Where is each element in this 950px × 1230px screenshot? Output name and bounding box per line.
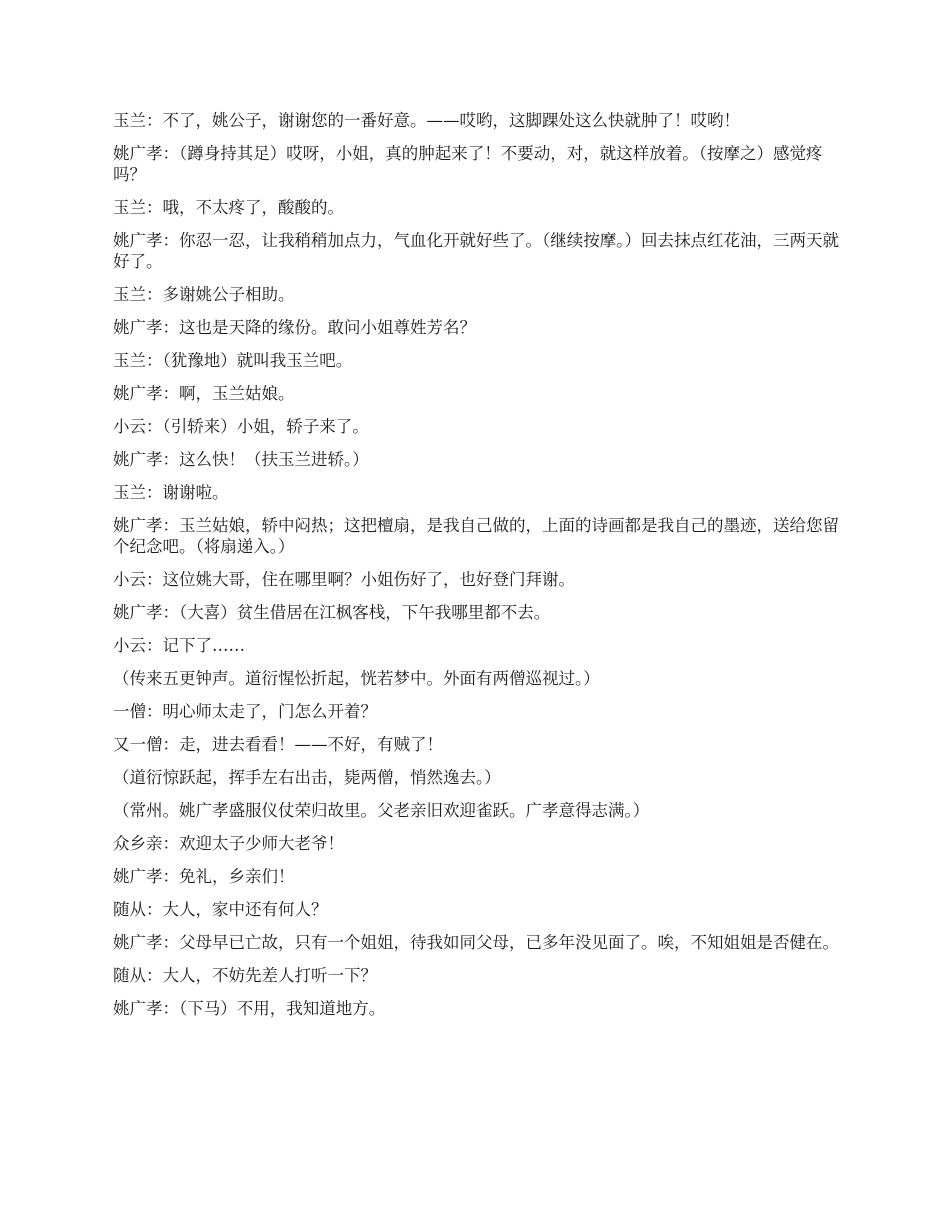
- dialogue-line: 众乡亲：欢迎太子少师大老爷！: [113, 834, 344, 853]
- dialogue-line: 姚广孝：父母早已亡故，只有一个姐姐，待我如同父母，已多年没见面了。唉，不知姐姐是否健在。: [113, 933, 839, 952]
- stage-direction: （道衍惊跃起，挥手左右出击，毙两僧，悄然逸去。）: [113, 768, 501, 787]
- dialogue-line: 姚广孝：啊，玉兰姑娘。: [113, 384, 295, 403]
- stage-direction: （常州。姚广孝盛服仪仗荣归故里。父老亲旧欢迎雀跃。广孝意得志满。）: [113, 801, 650, 820]
- dialogue-line: 玉兰：不了，姚公子，谢谢您的一番好意。——哎哟，这脚踝处这么快就肿了！哎哟！: [113, 111, 740, 130]
- dialogue-line: 姚广孝：这也是天降的缘份。敢问小姐尊姓芳名？: [113, 318, 476, 337]
- dialogue-line: 姚广孝：（下马）不用，我知道地方。: [113, 999, 386, 1018]
- stage-direction: （传来五更钟声。道衍惺忪折起，恍若梦中。外面有两僧巡视过。）: [113, 669, 600, 688]
- dialogue-line: 玉兰：多谢姚公子相助。: [113, 285, 295, 304]
- dialogue-line: 姚广孝：免礼，乡亲们！: [113, 867, 295, 886]
- dialogue-line: 小云：记下了……: [113, 636, 245, 655]
- dialogue-line: 姚广孝：（蹲身持其足）哎呀，小姐，真的肿起来了！不要动，对，就这样放着。（按摩之）感觉疼吗？: [113, 144, 823, 184]
- dialogue-line: 姚广孝：玉兰姑娘，轿中闷热；这把檀扇，是我自己做的，上面的诗画都是我自己的墨迹，送给您留个纪念吧。（将扇递入。）: [113, 516, 839, 556]
- dialogue-line: 姚广孝：你忍一忍，让我稍稍加点力，气血化开就好些了。（继续按摩。）回去抹点红花油，三两天就好了。: [113, 231, 839, 271]
- dialogue-line: 小云：这位姚大哥，住在哪里啊？小姐伤好了，也好登门拜谢。: [113, 570, 575, 589]
- dialogue-line: 又一僧：走，进去看看！——不好，有贼了！: [113, 735, 443, 754]
- dialogue-line: 玉兰：谢谢啦。: [113, 483, 229, 502]
- dialogue-line: 玉兰：哦，不太疼了，酸酸的。: [113, 198, 344, 217]
- script-text-body: [113, 110, 841, 1031]
- dialogue-line: 一僧：明心师太走了，门怎么开着？: [113, 702, 377, 721]
- dialogue-line: 随从：大人，家中还有何人？: [113, 900, 328, 919]
- dialogue-line: 随从：大人，不妨先差人打听一下？: [113, 966, 377, 985]
- dialogue-line: 小云：（引轿来）小姐，轿子来了。: [113, 417, 369, 436]
- dialogue-line: 玉兰：（犹豫地）就叫我玉兰吧。: [113, 351, 353, 370]
- dialogue-line: 姚广孝：（大喜）贫生借居在江枫客栈，下午我哪里都不去。: [113, 603, 551, 622]
- dialogue-line: 姚广孝：这么快！（扶玉兰进轿。）: [113, 450, 369, 469]
